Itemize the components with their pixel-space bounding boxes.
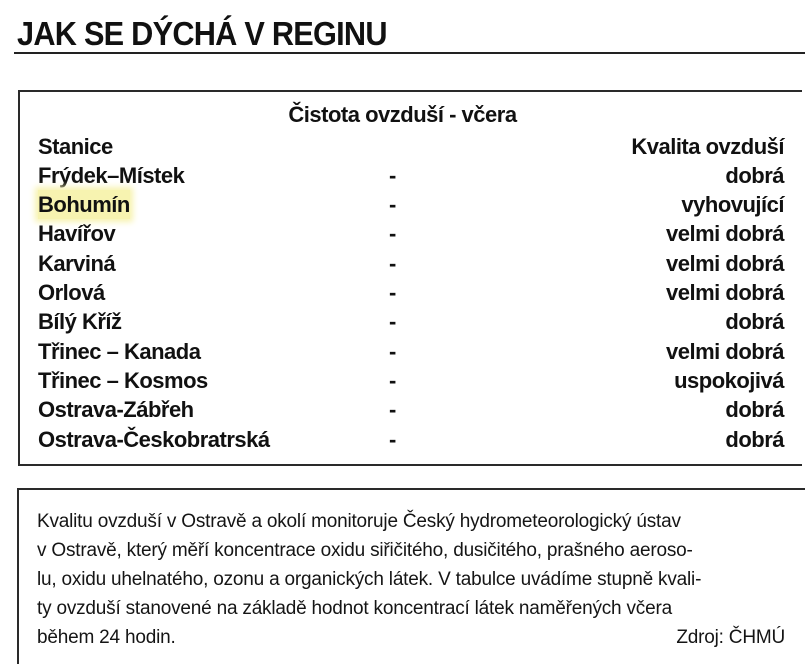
table-row xyxy=(38,278,784,307)
note-paragraph xyxy=(37,507,785,652)
quality-value: velmi dobrá xyxy=(666,251,784,276)
quality-value: vyhovující xyxy=(681,192,784,217)
table-row xyxy=(38,219,784,248)
header-station: Stanice xyxy=(38,134,113,159)
station-name: Bílý Kříž xyxy=(38,309,122,334)
note-line: v Ostravě, který měří koncentrace oxidu siřičitého, dusičitého, prašného aeroso- xyxy=(37,540,693,561)
station-name: Třinec – Kanada xyxy=(38,339,201,364)
table-row xyxy=(38,395,784,424)
quality-value: velmi dobrá xyxy=(666,221,784,246)
note-last-line-row xyxy=(37,623,785,652)
row-dash: - xyxy=(389,192,396,217)
table-row xyxy=(38,307,784,336)
quality-value: uspokojivá xyxy=(674,368,784,393)
row-dash: - xyxy=(389,427,396,452)
station-name: Orlová xyxy=(38,280,105,305)
station-name: Třinec – Kosmos xyxy=(38,368,208,393)
station-name: Frýdek–Místek xyxy=(38,163,185,188)
source-credit: Zdroj: ČHMÚ xyxy=(676,627,785,648)
table-row xyxy=(38,161,784,190)
station-name: Karviná xyxy=(38,251,116,276)
quality-value: dobrá xyxy=(725,397,784,422)
table-row xyxy=(38,249,784,278)
quality-value: dobrá xyxy=(725,427,784,452)
quality-value: velmi dobrá xyxy=(666,339,784,364)
station-name: Havířov xyxy=(38,221,116,246)
note-line: lu, oxidu uhelnatého, ozonu a organických látek. V tabulce uvádíme stupně kvali- xyxy=(37,569,702,590)
row-dash: - xyxy=(389,280,396,305)
row-dash: - xyxy=(389,251,396,276)
row-dash: - xyxy=(389,397,396,422)
table-header-row xyxy=(38,132,784,161)
station-name: Ostrava-Českobratrská xyxy=(38,427,270,452)
quality-value: velmi dobrá xyxy=(666,280,784,305)
table-row xyxy=(38,337,784,366)
row-dash: - xyxy=(389,221,396,246)
quality-value: dobrá xyxy=(725,309,784,334)
station-name: Ostrava-Zábřeh xyxy=(38,397,194,422)
note-line: během 24 hodin. xyxy=(37,627,176,648)
row-dash: - xyxy=(389,163,396,188)
table-row xyxy=(38,425,784,454)
station-name-highlighted: Bohumín xyxy=(38,192,130,217)
quality-value: dobrá xyxy=(725,163,784,188)
row-dash: - xyxy=(389,368,396,393)
headline-rule xyxy=(14,52,805,54)
row-dash: - xyxy=(389,309,396,334)
row-dash: - xyxy=(389,339,396,364)
note-line: Kvalitu ovzduší v Ostravě a okolí monitoruje Český hydrometeorologický ústav xyxy=(37,511,681,532)
header-quality: Kvalita ovzduší xyxy=(631,134,784,159)
table-row xyxy=(38,366,784,395)
note-line: ty ovzduší stanovené na základě hodnot koncentrací látek naměřených včera xyxy=(37,598,672,619)
table-title: Čistota ovzduší - včera xyxy=(288,102,517,127)
headline: JAK SE DÝCHÁ V REGINU xyxy=(17,15,387,52)
table-row xyxy=(38,190,784,219)
